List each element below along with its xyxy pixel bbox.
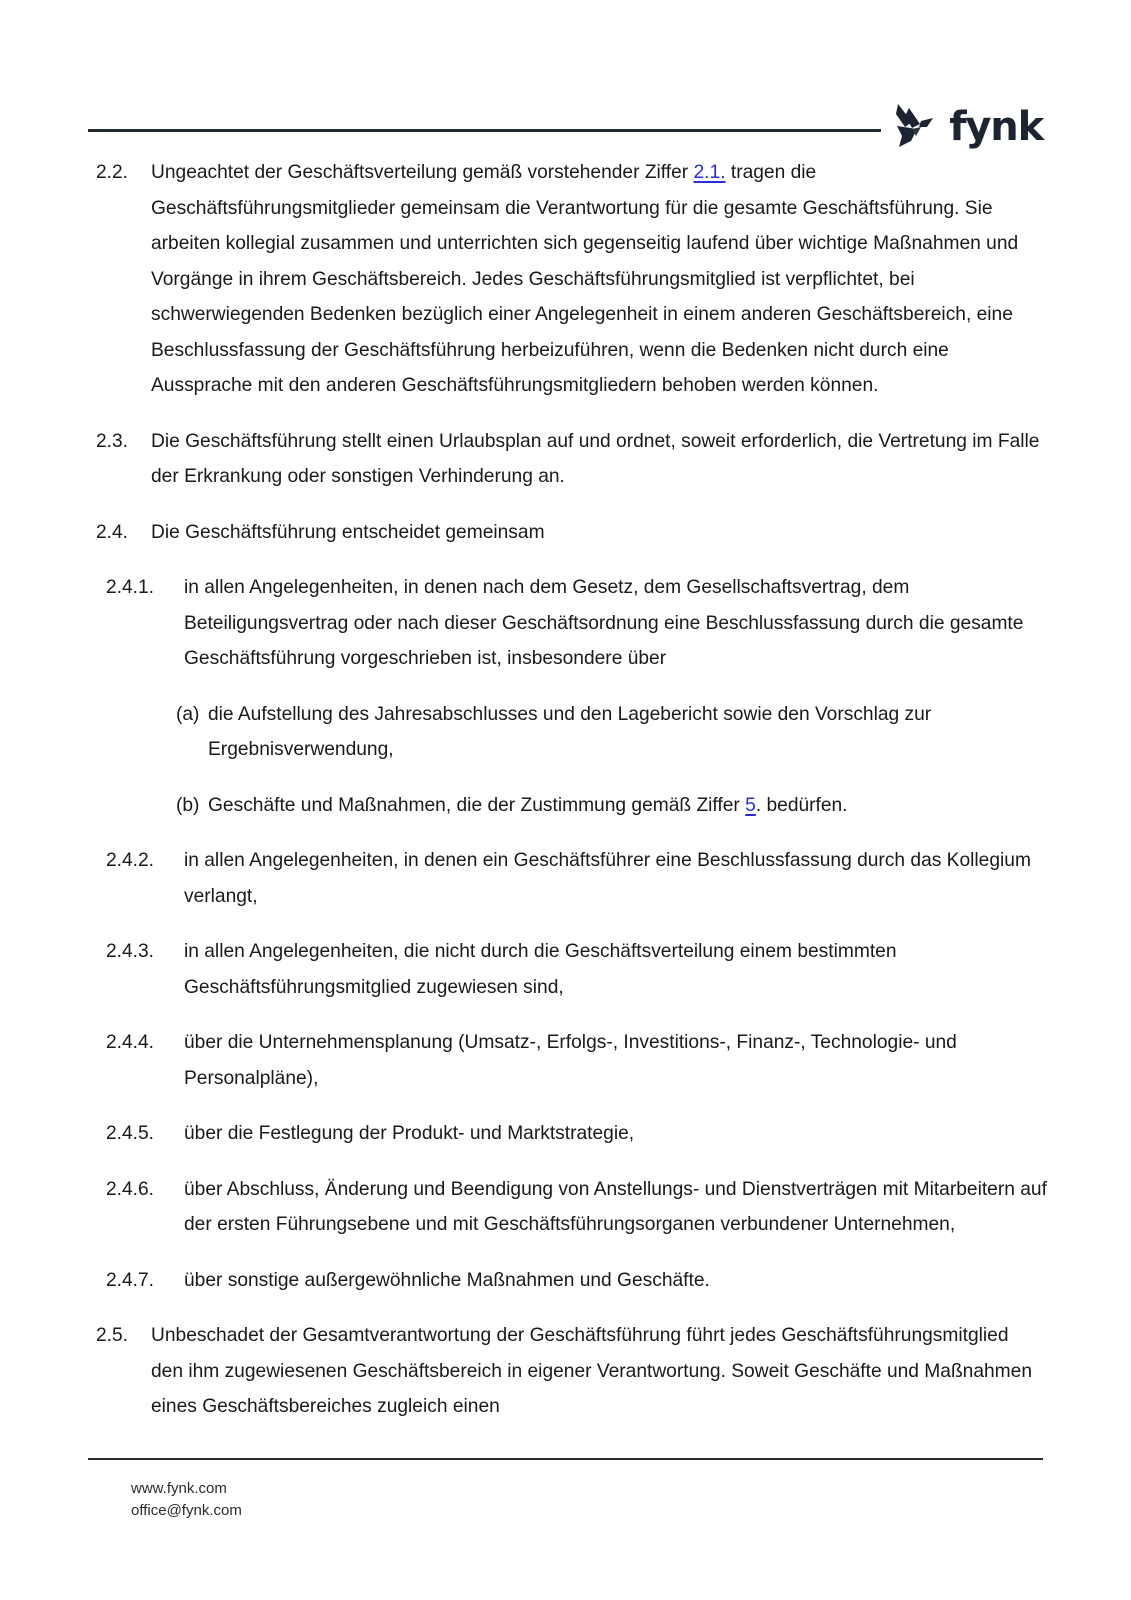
footer-email[interactable]: office@fynk.com [131, 1502, 242, 1519]
clause-number: 2.4.1. [106, 577, 155, 598]
clause-text-part: tragen die Geschäftsführungsmitglieder gemeinsam die Verantwortung für die gesamte Geschäftsführung. Sie arbeiten kollegial zusammen und unterrichten sich gegenseitig laufend über wichtige Maßnahmen und Vorgänge in ihrem Geschäftsbereich. Jedes Geschäftsführungsmitglied ist verpflichtet, bei schwerwiegenden Bedenken bezüglich einer Angelegenheit in einem anderen Geschäftsbereich, eine Beschlussfassung der Geschäftsführung herbeizuführen, wenn die Bedenken nicht durch eine Aussprache mit den anderen Geschäftsführungsmitgliedern behoben werden können. [151, 162, 1019, 396]
clause-text [151, 155, 1041, 404]
footer-contact [131, 1478, 1043, 1522]
clause-text: die Aufstellung des Jahresabschlusses und den Lagebericht sowie den Vorschlag zur Ergebnisverwendung, [208, 703, 932, 760]
origami-bird-icon [885, 100, 939, 152]
clause-2-4-6 [106, 1172, 1048, 1243]
clause-number: 2.4.7. [106, 1269, 155, 1291]
document-body [88, 155, 1048, 1445]
clause-text [208, 788, 1008, 824]
clause-number: 2.4.2. [106, 850, 155, 871]
clause-text: über die Festlegung der Produkt- und Marktstrategie, [184, 1123, 635, 1144]
clause-2-4-5 [106, 1116, 1048, 1152]
footer-website[interactable]: www.fynk.com [131, 1480, 227, 1497]
header-divider [88, 129, 881, 132]
clause-number: (b) [176, 794, 200, 816]
clause-text-part: . bedürfen. [755, 794, 848, 816]
brand-logo [885, 96, 1043, 156]
clause-text: über sonstige außergewöhnliche Maßnahmen und Geschäfte. [184, 1269, 710, 1291]
cross-reference-link-2-1[interactable]: 2.1. [693, 162, 726, 183]
clause-2-3 [96, 424, 1048, 495]
clause-text: in allen Angelegenheiten, in denen ein Geschäftsführer eine Beschlussfassung durch das Kollegium verlangt, [184, 850, 1031, 907]
clause-text: über Abschluss, Änderung und Beendigung von Anstellungs- und Dienstverträgen mit Mitarbeitern auf der ersten Führungsebene und mit Geschäftsführungsorganen verbundener Unternehmen, [184, 1178, 1047, 1235]
clause-number: 2.5. [96, 1325, 129, 1346]
page-header [88, 96, 1043, 156]
clause-2-4-2 [106, 843, 1048, 914]
clause-text-part: Geschäfte und Maßnahmen, die der Zustimmung gemäß Ziffer [208, 794, 746, 816]
page-footer [88, 1458, 1043, 1522]
clause-number: 2.4.6. [106, 1178, 155, 1200]
clause-2-2 [96, 155, 1048, 404]
clause-number: 2.4.4. [106, 1032, 155, 1053]
clause-2-4-1 [106, 570, 1048, 677]
clause-2-4-3 [106, 934, 1048, 1005]
cross-reference-link-5[interactable]: 5 [745, 794, 756, 816]
clause-2-4-1-b [176, 788, 1048, 824]
clause-number: 2.4.5. [106, 1123, 155, 1144]
clause-number: 2.4.3. [106, 941, 155, 962]
clause-text: über die Unternehmensplanung (Umsatz-, Erfolgs-, Investitions-, Finanz-, Technologie- und Personalpläne), [184, 1032, 957, 1089]
clause-2-5 [96, 1318, 1048, 1425]
clause-2-4 [96, 515, 1048, 551]
clause-text: Unbeschadet der Gesamtverantwortung der Geschäftsführung führt jedes Geschäftsführungsmitglied den ihm zugewiesenen Geschäftsbereich in eigener Verantwortung. Soweit Geschäfte und Maßnahmen eines Geschäftsbereiches zugleich einen [151, 1325, 1033, 1417]
clause-text: Die Geschäftsführung stellt einen Urlaubsplan auf und ordnet, soweit erforderlich, die Vertretung im Falle der Erkrankung oder sonstigen Verhinderung an. [151, 430, 1040, 487]
clause-number: (a) [176, 703, 200, 725]
brand-name: fynk [949, 104, 1043, 150]
clause-text-part: Ungeachtet der Geschäftsverteilung gemäß vorstehender Ziffer [151, 162, 694, 183]
clause-number: 2.2. [96, 162, 129, 183]
clause-text: Die Geschäftsführung entscheidet gemeinsam [151, 521, 545, 543]
clause-2-4-7 [106, 1263, 1048, 1299]
clause-text: in allen Angelegenheiten, in denen nach dem Gesetz, dem Gesellschaftsvertrag, dem Beteiligungsvertrag oder nach dieser Geschäftsordnung eine Beschlussfassung durch die gesamte Geschäftsführung vorgeschrieben ist, insbesondere über [184, 577, 1024, 669]
clause-number: 2.4. [96, 521, 129, 543]
clause-text: in allen Angelegenheiten, die nicht durch die Geschäftsverteilung einem bestimmten Geschäftsführungsmitglied zugewiesen sind, [184, 941, 897, 998]
clause-number: 2.3. [96, 430, 129, 452]
footer-divider [88, 1458, 1043, 1460]
clause-2-4-1-a [176, 697, 1048, 768]
clause-2-4-4 [106, 1025, 1048, 1096]
